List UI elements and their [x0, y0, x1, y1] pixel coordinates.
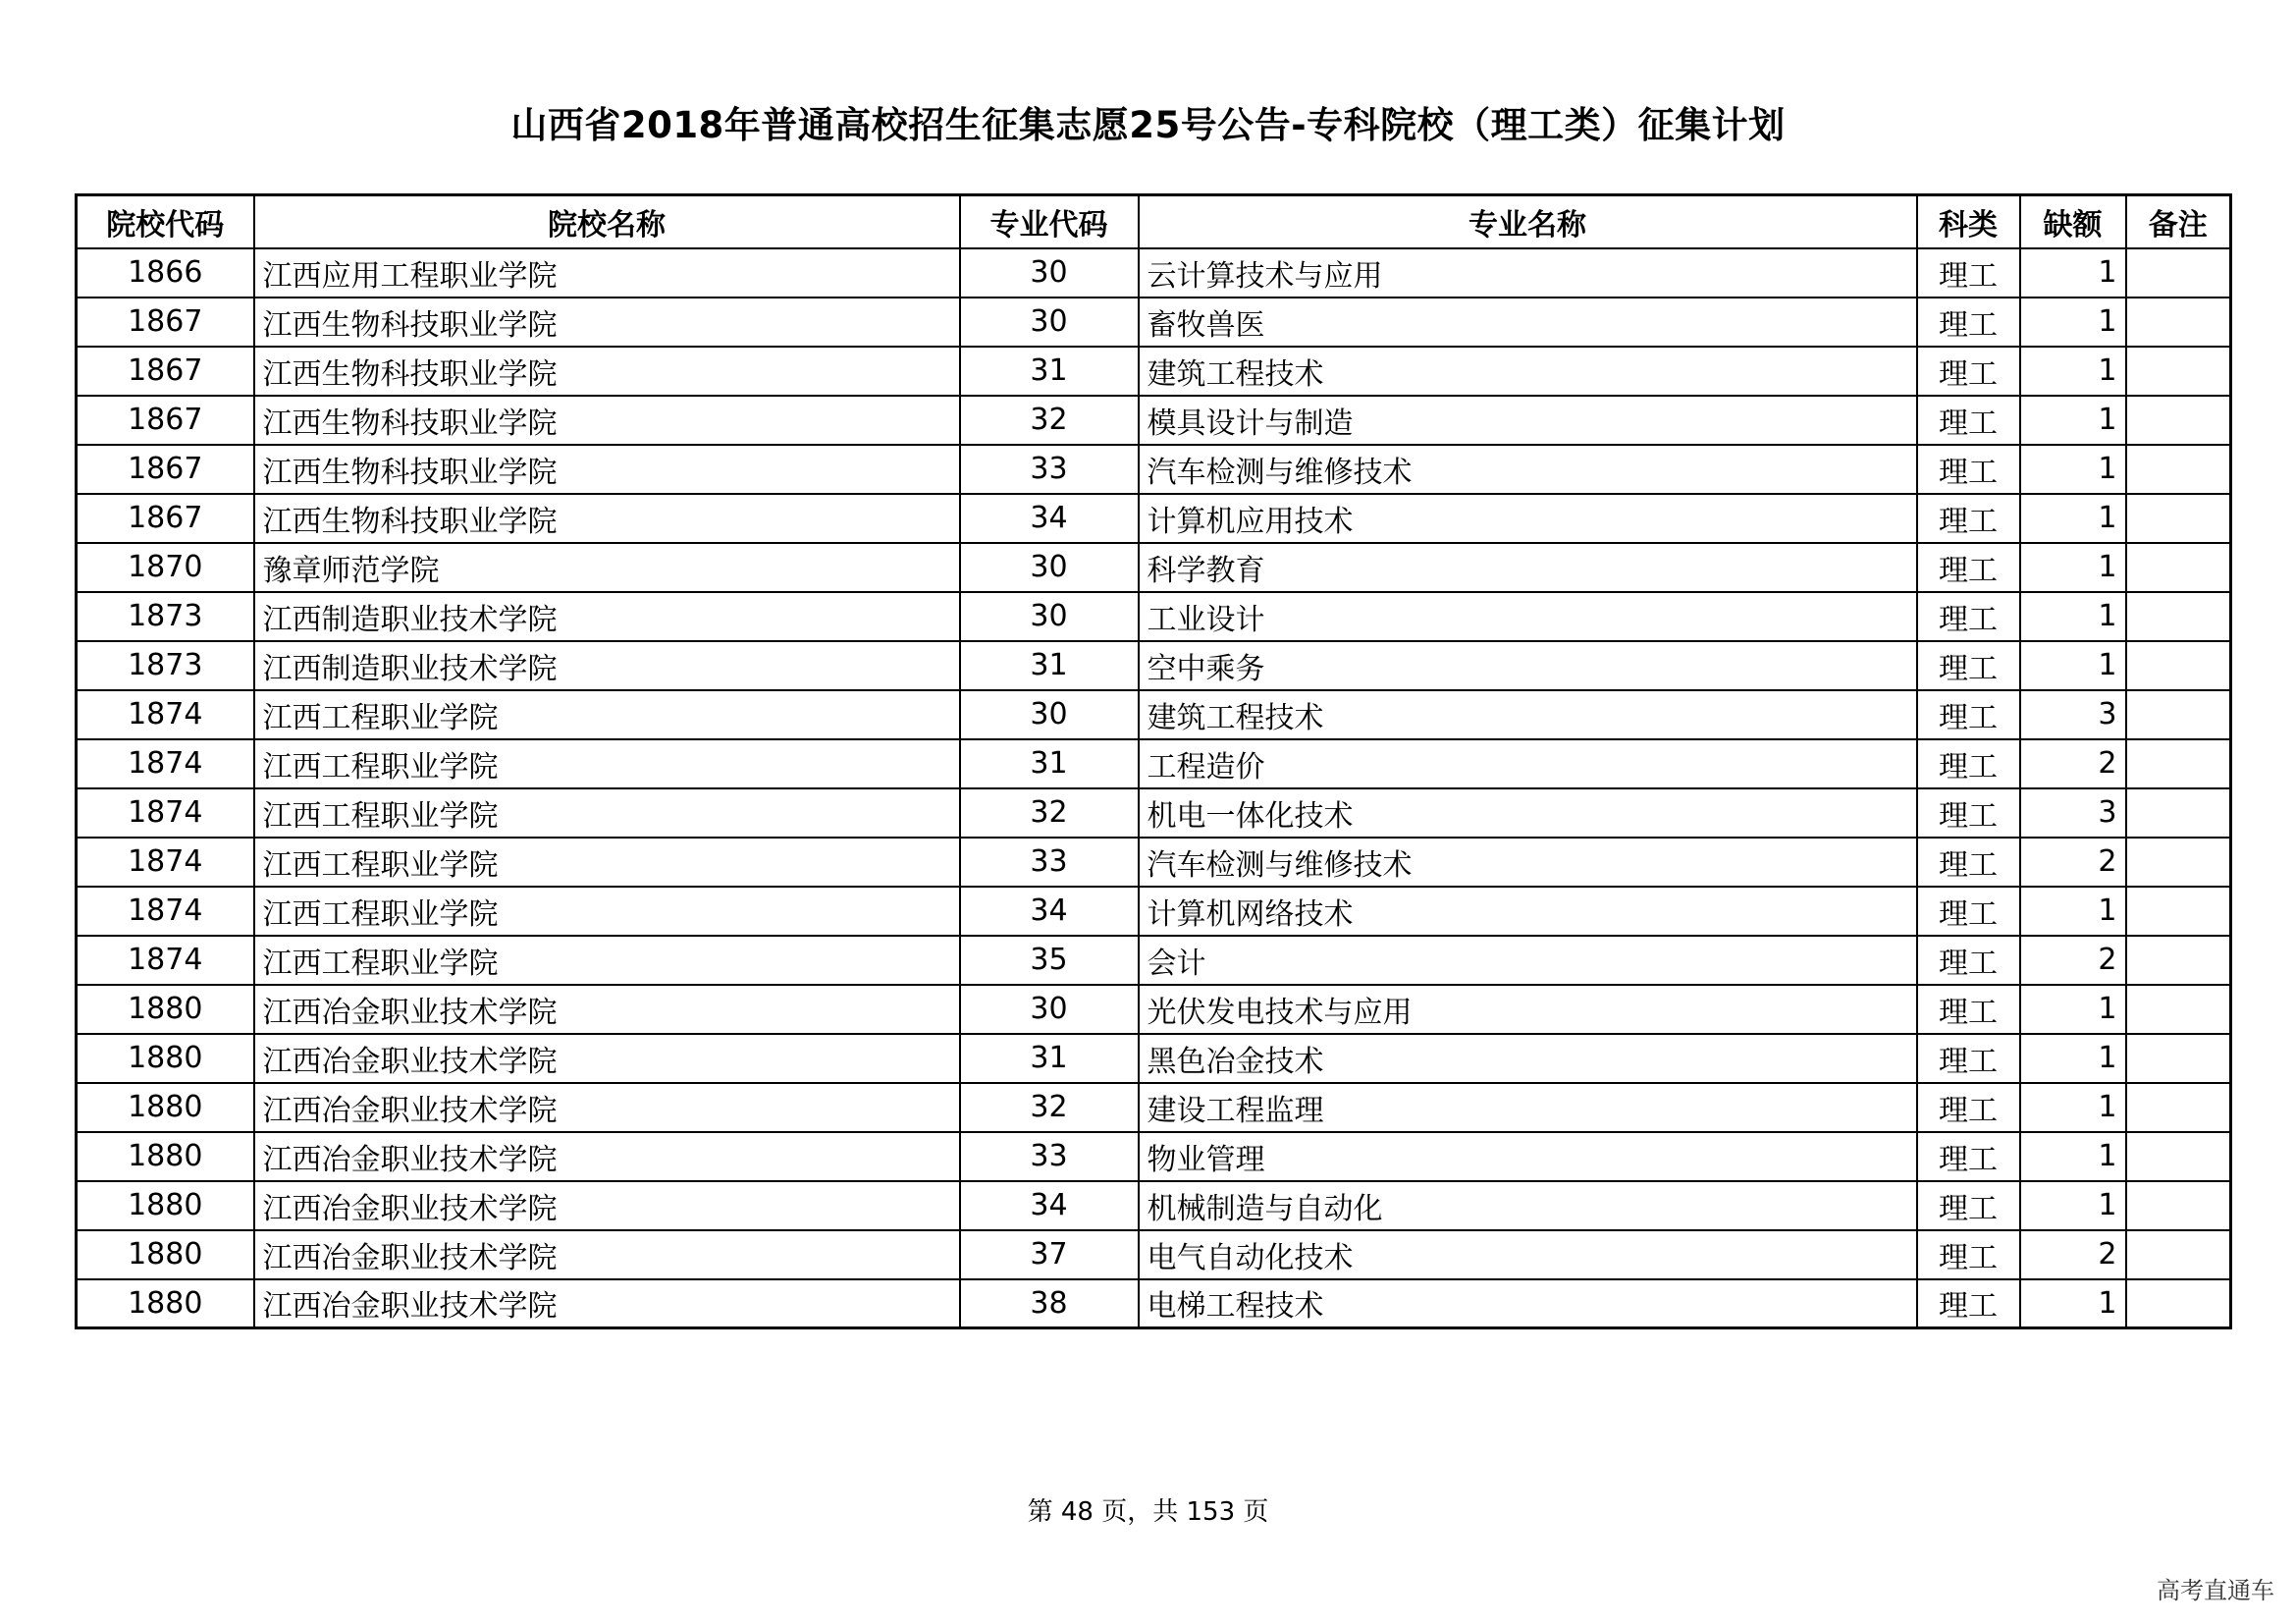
category-cell: 理工 [1917, 788, 2020, 838]
table-row [77, 248, 2231, 298]
header-major-code: 专业代码 [960, 195, 1139, 248]
category-cell: 理工 [1917, 641, 2020, 690]
category-cell: 理工 [1917, 985, 2020, 1034]
category-cell: 理工 [1917, 298, 2020, 347]
table-header-row [77, 195, 2231, 248]
remarks-cell [2126, 641, 2231, 690]
category-cell: 理工 [1917, 838, 2020, 887]
remarks-cell [2126, 248, 2231, 298]
major-code-cell: 38 [960, 1279, 1139, 1328]
remarks-cell [2126, 1230, 2231, 1279]
table-row [77, 1230, 2231, 1279]
category-cell: 理工 [1917, 936, 2020, 985]
school-code-cell: 1873 [77, 592, 254, 641]
vacancy-cell: 1 [2020, 641, 2126, 690]
major-name-cell: 工业设计 [1139, 592, 1917, 641]
school-name-cell: 江西冶金职业技术学院 [254, 1083, 960, 1132]
school-name-cell: 江西冶金职业技术学院 [254, 1034, 960, 1083]
school-code-cell: 1867 [77, 298, 254, 347]
header-vacancy: 缺额 [2020, 195, 2126, 248]
table-row [77, 985, 2231, 1034]
vacancy-cell: 2 [2020, 936, 2126, 985]
school-code-cell: 1880 [77, 985, 254, 1034]
school-code-cell: 1880 [77, 1034, 254, 1083]
remarks-cell [2126, 985, 2231, 1034]
category-cell: 理工 [1917, 445, 2020, 494]
major-code-cell: 37 [960, 1230, 1139, 1279]
major-code-cell: 31 [960, 347, 1139, 396]
header-remarks: 备注 [2126, 195, 2231, 248]
school-name-cell: 江西冶金职业技术学院 [254, 1132, 960, 1181]
school-name-cell: 江西冶金职业技术学院 [254, 1279, 960, 1328]
table-row [77, 494, 2231, 543]
school-code-cell: 1870 [77, 543, 254, 592]
table-row [77, 887, 2231, 936]
vacancy-cell: 2 [2020, 739, 2126, 788]
school-code-cell: 1866 [77, 248, 254, 298]
table-row [77, 298, 2231, 347]
vacancy-cell: 1 [2020, 887, 2126, 936]
school-name-cell: 江西制造职业技术学院 [254, 592, 960, 641]
remarks-cell [2126, 298, 2231, 347]
major-code-cell: 30 [960, 298, 1139, 347]
table-row [77, 592, 2231, 641]
major-code-cell: 30 [960, 248, 1139, 298]
remarks-cell [2126, 739, 2231, 788]
school-code-cell: 1874 [77, 788, 254, 838]
remarks-cell [2126, 592, 2231, 641]
vacancy-cell: 1 [2020, 1083, 2126, 1132]
major-name-cell: 云计算技术与应用 [1139, 248, 1917, 298]
school-name-cell: 江西工程职业学院 [254, 739, 960, 788]
school-name-cell: 江西工程职业学院 [254, 838, 960, 887]
category-cell: 理工 [1917, 248, 2020, 298]
table-row [77, 1181, 2231, 1230]
major-name-cell: 会计 [1139, 936, 1917, 985]
header-category: 科类 [1917, 195, 2020, 248]
category-cell: 理工 [1917, 1083, 2020, 1132]
vacancy-cell: 1 [2020, 1132, 2126, 1181]
school-code-cell: 1874 [77, 739, 254, 788]
table-row [77, 396, 2231, 445]
major-name-cell: 建设工程监理 [1139, 1083, 1917, 1132]
school-code-cell: 1880 [77, 1181, 254, 1230]
remarks-cell [2126, 494, 2231, 543]
school-name-cell: 江西生物科技职业学院 [254, 347, 960, 396]
major-name-cell: 空中乘务 [1139, 641, 1917, 690]
remarks-cell [2126, 347, 2231, 396]
school-code-cell: 1867 [77, 396, 254, 445]
major-code-cell: 33 [960, 1132, 1139, 1181]
vacancy-cell: 1 [2020, 347, 2126, 396]
school-code-cell: 1880 [77, 1230, 254, 1279]
major-name-cell: 计算机网络技术 [1139, 887, 1917, 936]
document-title: 山西省2018年普通高校招生征集志愿25号公告-专科院校（理工类）征集计划 [510, 104, 1786, 146]
table-row [77, 1132, 2231, 1181]
page-number-footer: 第 48 页，共 153 页 [1027, 1497, 1269, 1527]
header-major-name: 专业名称 [1139, 195, 1917, 248]
table-row [77, 690, 2231, 739]
table-body [77, 248, 2231, 1328]
admission-plan-table-container [75, 193, 2229, 1329]
category-cell: 理工 [1917, 347, 2020, 396]
table-row [77, 1034, 2231, 1083]
vacancy-cell: 1 [2020, 494, 2126, 543]
school-name-cell: 江西应用工程职业学院 [254, 248, 960, 298]
major-name-cell: 汽车检测与维修技术 [1139, 445, 1917, 494]
major-code-cell: 35 [960, 936, 1139, 985]
school-code-cell: 1880 [77, 1279, 254, 1328]
remarks-cell [2126, 1132, 2231, 1181]
school-name-cell: 江西工程职业学院 [254, 690, 960, 739]
school-name-cell: 江西工程职业学院 [254, 887, 960, 936]
school-code-cell: 1874 [77, 690, 254, 739]
school-name-cell: 江西生物科技职业学院 [254, 396, 960, 445]
remarks-cell [2126, 887, 2231, 936]
major-name-cell: 模具设计与制造 [1139, 396, 1917, 445]
major-code-cell: 34 [960, 887, 1139, 936]
school-code-cell: 1874 [77, 936, 254, 985]
table-row [77, 936, 2231, 985]
vacancy-cell: 3 [2020, 788, 2126, 838]
category-cell: 理工 [1917, 1034, 2020, 1083]
school-name-cell: 江西制造职业技术学院 [254, 641, 960, 690]
major-code-cell: 33 [960, 838, 1139, 887]
remarks-cell [2126, 1181, 2231, 1230]
vacancy-cell: 1 [2020, 396, 2126, 445]
remarks-cell [2126, 543, 2231, 592]
major-name-cell: 电梯工程技术 [1139, 1279, 1917, 1328]
major-code-cell: 31 [960, 739, 1139, 788]
major-code-cell: 32 [960, 788, 1139, 838]
category-cell: 理工 [1917, 592, 2020, 641]
remarks-cell [2126, 1034, 2231, 1083]
major-name-cell: 科学教育 [1139, 543, 1917, 592]
major-name-cell: 物业管理 [1139, 1132, 1917, 1181]
major-name-cell: 建筑工程技术 [1139, 347, 1917, 396]
admission-plan-table [75, 193, 2232, 1329]
school-name-cell: 江西冶金职业技术学院 [254, 1230, 960, 1279]
watermark-text: 高考直通车 [2157, 1577, 2274, 1604]
school-code-cell: 1880 [77, 1083, 254, 1132]
category-cell: 理工 [1917, 1181, 2020, 1230]
remarks-cell [2126, 788, 2231, 838]
major-name-cell: 汽车检测与维修技术 [1139, 838, 1917, 887]
table-row [77, 347, 2231, 396]
category-cell: 理工 [1917, 1279, 2020, 1328]
school-name-cell: 江西生物科技职业学院 [254, 298, 960, 347]
remarks-cell [2126, 445, 2231, 494]
remarks-cell [2126, 838, 2231, 887]
major-name-cell: 光伏发电技术与应用 [1139, 985, 1917, 1034]
table-row [77, 739, 2231, 788]
vacancy-cell: 1 [2020, 543, 2126, 592]
school-name-cell: 江西冶金职业技术学院 [254, 985, 960, 1034]
major-name-cell: 工程造价 [1139, 739, 1917, 788]
vacancy-cell: 1 [2020, 445, 2126, 494]
category-cell: 理工 [1917, 1132, 2020, 1181]
vacancy-cell: 1 [2020, 1279, 2126, 1328]
major-name-cell: 计算机应用技术 [1139, 494, 1917, 543]
remarks-cell [2126, 690, 2231, 739]
major-name-cell: 机械制造与自动化 [1139, 1181, 1917, 1230]
major-code-cell: 30 [960, 592, 1139, 641]
category-cell: 理工 [1917, 690, 2020, 739]
remarks-cell [2126, 1083, 2231, 1132]
major-name-cell: 畜牧兽医 [1139, 298, 1917, 347]
major-name-cell: 建筑工程技术 [1139, 690, 1917, 739]
major-code-cell: 34 [960, 494, 1139, 543]
vacancy-cell: 1 [2020, 248, 2126, 298]
remarks-cell [2126, 1279, 2231, 1328]
school-code-cell: 1873 [77, 641, 254, 690]
school-code-cell: 1867 [77, 494, 254, 543]
table-row [77, 445, 2231, 494]
table-row [77, 543, 2231, 592]
table-row [77, 1279, 2231, 1328]
major-code-cell: 33 [960, 445, 1139, 494]
category-cell: 理工 [1917, 739, 2020, 788]
major-code-cell: 32 [960, 396, 1139, 445]
category-cell: 理工 [1917, 887, 2020, 936]
vacancy-cell: 1 [2020, 985, 2126, 1034]
vacancy-cell: 3 [2020, 690, 2126, 739]
school-name-cell: 江西工程职业学院 [254, 936, 960, 985]
major-code-cell: 31 [960, 1034, 1139, 1083]
vacancy-cell: 1 [2020, 1181, 2126, 1230]
school-code-cell: 1874 [77, 838, 254, 887]
table-row [77, 788, 2231, 838]
major-code-cell: 32 [960, 1083, 1139, 1132]
school-code-cell: 1880 [77, 1132, 254, 1181]
major-code-cell: 30 [960, 543, 1139, 592]
vacancy-cell: 2 [2020, 838, 2126, 887]
remarks-cell [2126, 396, 2231, 445]
school-name-cell: 豫章师范学院 [254, 543, 960, 592]
vacancy-cell: 1 [2020, 1034, 2126, 1083]
table-row [77, 1083, 2231, 1132]
table-row [77, 641, 2231, 690]
major-code-cell: 30 [960, 690, 1139, 739]
school-code-cell: 1874 [77, 887, 254, 936]
major-code-cell: 30 [960, 985, 1139, 1034]
vacancy-cell: 1 [2020, 592, 2126, 641]
major-code-cell: 31 [960, 641, 1139, 690]
header-school-code: 院校代码 [77, 195, 254, 248]
school-name-cell: 江西冶金职业技术学院 [254, 1181, 960, 1230]
major-name-cell: 黑色冶金技术 [1139, 1034, 1917, 1083]
table-row [77, 838, 2231, 887]
category-cell: 理工 [1917, 1230, 2020, 1279]
vacancy-cell: 1 [2020, 298, 2126, 347]
major-code-cell: 34 [960, 1181, 1139, 1230]
header-school-name: 院校名称 [254, 195, 960, 248]
remarks-cell [2126, 936, 2231, 985]
category-cell: 理工 [1917, 494, 2020, 543]
school-code-cell: 1867 [77, 347, 254, 396]
major-name-cell: 电气自动化技术 [1139, 1230, 1917, 1279]
school-name-cell: 江西生物科技职业学院 [254, 445, 960, 494]
school-name-cell: 江西生物科技职业学院 [254, 494, 960, 543]
category-cell: 理工 [1917, 543, 2020, 592]
school-code-cell: 1867 [77, 445, 254, 494]
category-cell: 理工 [1917, 396, 2020, 445]
school-name-cell: 江西工程职业学院 [254, 788, 960, 838]
vacancy-cell: 2 [2020, 1230, 2126, 1279]
major-name-cell: 机电一体化技术 [1139, 788, 1917, 838]
